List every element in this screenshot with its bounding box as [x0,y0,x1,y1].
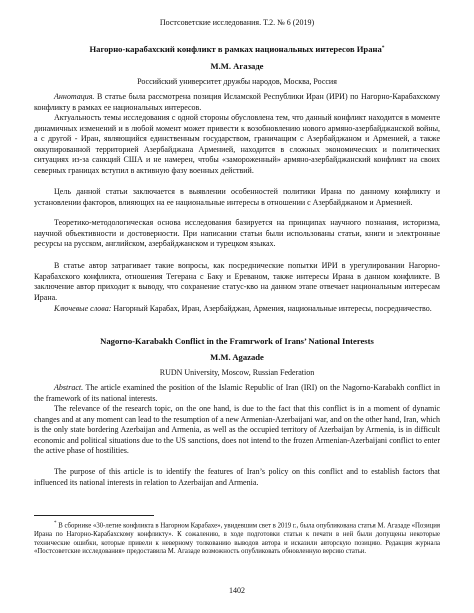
footnote [34,520,440,557]
ru-title [34,44,440,54]
ru-keywords [34,304,440,315]
ru-abstract-label: Аннотация. [54,92,95,101]
en-author: M.M. Agazade [210,352,264,362]
ru-paragraph-conclusion: В статье автор затрагивает такие вопросы, как посреднические попытки ИРИ в урегулировании Нагорно-Карабахского конфликта, отношения Тегерана с Баку и Ереваном, также интересы Ирана в данном конфликте. В заключение автор приходит к выводу, что сохранение статус-кво на данном этапе отвечает национальным интересам Ирана. [34,261,440,302]
ru-title-footnote-mark: * [381,45,385,51]
en-affiliation: RUDN University, Moscow, Russian Federation [159,368,315,377]
ru-keywords-text: Нагорный Карабах, Иран, Азербайджан, Армения, национальные интересы, посредничество. [111,304,432,313]
running-head: Постсоветские исследования. Т.2. № 6 (2019) [159,18,315,27]
ru-title-text: Нагорно-карабахский конфликт в рамках национальных интересов Ирана [89,44,382,54]
page-number: 1402 [229,586,245,595]
ru-abstract [34,92,440,113]
ru-paragraph-purpose: Цель данной статьи заключается в выявлении особенностей политики Ирана по данному конфликту и установлении факторов, влияющих на ее национальные интересы в отношении с Азербайджаном и Арменией. [34,187,440,207]
en-abstract-label: Abstract. [54,383,84,392]
ru-author: М.М. Агазаде [210,61,264,71]
ru-paragraph-relevance: Актуальность темы исследования с одной стороны обусловлена тем, что данный конфликт находится в моменте динамичных изменений и в любой момент может привести к возобновлению нового армяно-азербайджанской войны, а с другой - Иран, являющийся единственным государством, граничащим с Азербайджаном и Арменией, а также оккупированной территорией Азербайджана Арменией, находится в сложных экономических и политических ситуациях из-за санкций США и не намерен, чтобы «замороженный» армяно-азербайджанский конфликт на своих северных границах вступил в активную фазу военных действий. [34,113,440,175]
ru-keywords-label: Ключевые слова: [54,304,112,313]
ru-affiliation: Российский университет дружбы народов, Москва, Россия [137,77,337,86]
ru-paragraph-methodology: Теоретико-методологическая основа исследования базируется на принципах научного познания, историзма, научной объективности и достоверности. При написании статьи были использованы статьи, книги и электронные ресурсы на русском, английском, азербайджанском и турецком языках. [34,218,440,248]
en-paragraph-purpose: The purpose of this article is to identify the features of Iran’s policy on this conflict and to establish factors that influenced its national interests in relation to Azerbaijan and Armenia. [34,467,440,487]
en-abstract-text: The article examined the position of the Islamic Republic of Iran (IRI) on the Nagorno-Karabakh conflict in the framework of its national interests. [34,383,440,403]
footnote-text: В сборнике «30-летие конфликта в Нагорном Карабахе», увидевшим свет в 2019 г., была опубликована статья М. Агазаде «Позиция Ирана по Нагорно-Карабахскому конфликту». К сожалению, в ходе подготовки статьи к печати в ней были допущены некоторые технические ошибки, которые привели к неверному толкованию выводов автора и исказили авторскую позицию. Редакция журнала «Постсоветские исследования» предоставила М. Агазаде возможность опубликовать обновленную версию статьи. [34,522,440,556]
en-abstract [34,383,440,404]
footnote-mark: * [54,521,57,526]
ru-abstract-text: В статье была рассмотрена позиция Исламской Республики Иран (ИРИ) по Нагорно-Карабахскому конфликту в рамках ее национальных интересов. [34,92,440,112]
footnote-divider [34,515,154,516]
en-paragraph-relevance: The relevance of the research topic, on the one hand, is due to the fact that this conflict is in a moment of dynamic changes and at any moment can lead to the resumption of a new Armenian-Azerbaijani war, and on the other hand, Iran, which is the only state bordering Azerbaijan and Armenia, as well as the occupied territory of Azerbaijan by Armenia, is in difficult economic and political situations due to the US sanctions, does not intend to the frozen Armenian-Azerbaijani conflict to enter the active phase of hostilities. [34,404,440,455]
en-title: Nagorno-Karabakh Conflict in the Framrwork of Irans’ National Interests [100,336,374,346]
